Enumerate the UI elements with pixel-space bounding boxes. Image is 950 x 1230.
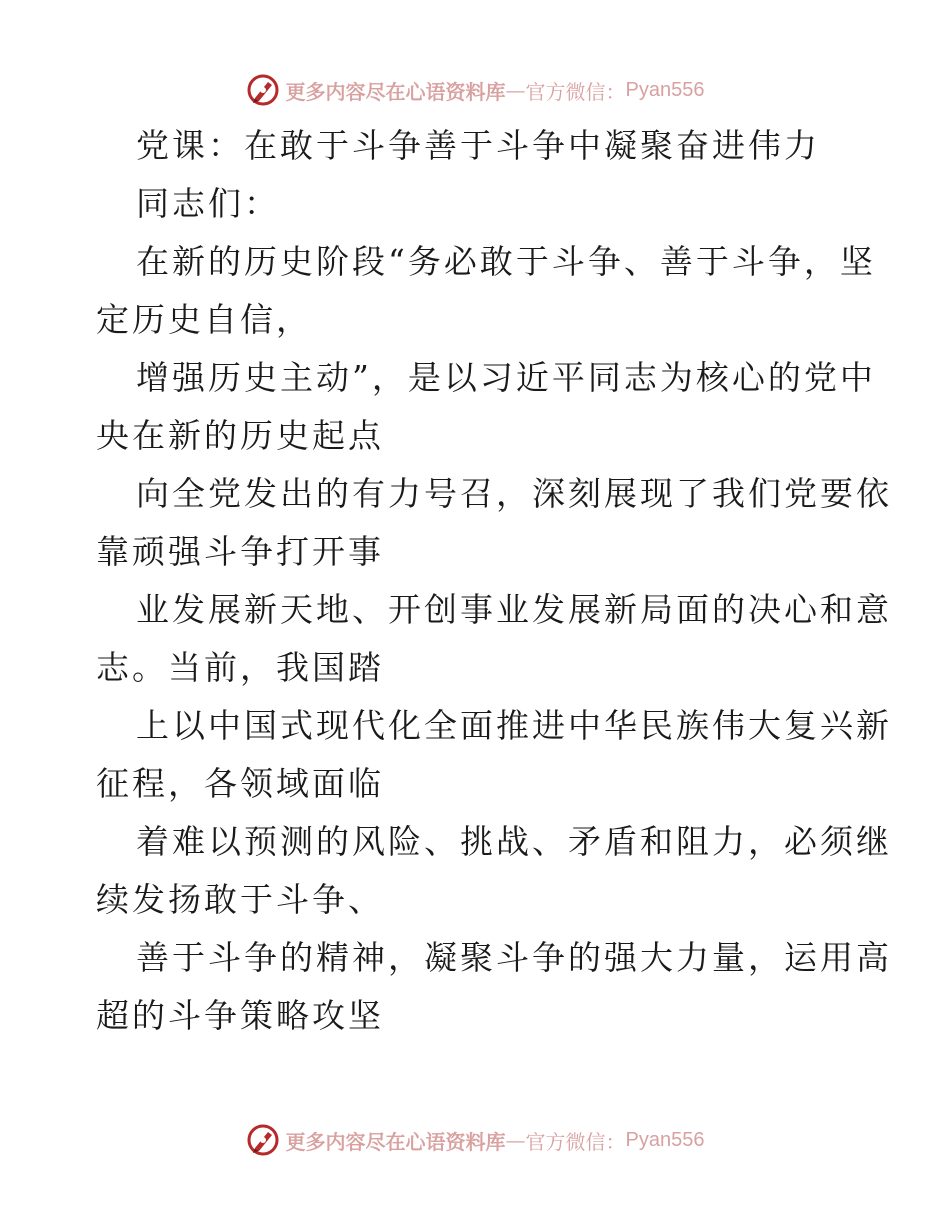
- text-line: 着难以预测的风险、挑战、矛盾和阻力，必须继: [136, 822, 892, 861]
- document-title: 党课：在敢于斗争善于斗争中凝聚奋进伟力: [136, 126, 820, 165]
- header-banner-text: [286, 76, 705, 105]
- text-line: 征程，各领域面临: [96, 764, 384, 803]
- text-line: 志。当前，我国踏: [96, 648, 384, 687]
- footer-banner: [0, 1120, 950, 1160]
- text-line: 向全党发出的有力号召，深刻展现了我们党要依: [136, 474, 892, 513]
- footer-banner-sub: 官方微信：: [525, 1131, 626, 1154]
- header-banner-sub: 官方微信：: [525, 81, 626, 104]
- header-banner-inner: [246, 73, 705, 107]
- header-banner: [0, 70, 950, 110]
- text-line: 业发展新天地、开创事业发展新局面的决心和意: [136, 590, 892, 629]
- header-banner-id: Pyan556: [625, 78, 705, 101]
- document-body: [96, 117, 892, 1045]
- footer-banner-main: 更多内容尽在心语资料库: [285, 1129, 506, 1154]
- header-banner-main: 更多内容尽在心语资料库: [285, 79, 506, 104]
- text-line: 增强历史主动”，是以习近平同志为核心的党中: [136, 358, 876, 397]
- text-line: 靠顽强斗争打开事: [96, 532, 384, 571]
- text-line: 善于斗争的精神，凝聚斗争的强大力量，运用高: [136, 938, 892, 977]
- text-line: 续发扬敢于斗争、: [96, 880, 384, 919]
- text-line: 定历史自信，: [96, 300, 312, 339]
- footer-banner-separator: —: [505, 1128, 526, 1152]
- text-line: 央在新的历史起点: [96, 416, 384, 455]
- text-line: 超的斗争策略攻坚: [96, 996, 384, 1035]
- footer-banner-text: [286, 1126, 705, 1155]
- footer-banner-inner: [246, 1123, 705, 1157]
- document-salutation: 同志们：: [136, 184, 280, 223]
- header-banner-separator: —: [505, 78, 526, 102]
- pen-logo-icon: [246, 1123, 280, 1157]
- pen-logo-icon: [246, 73, 280, 107]
- text-line: 上以中国式现代化全面推进中华民族伟大复兴新: [136, 706, 892, 745]
- text-line: 在新的历史阶段“务必敢于斗争、善于斗争，坚: [136, 242, 876, 281]
- footer-banner-id: Pyan556: [625, 1128, 705, 1151]
